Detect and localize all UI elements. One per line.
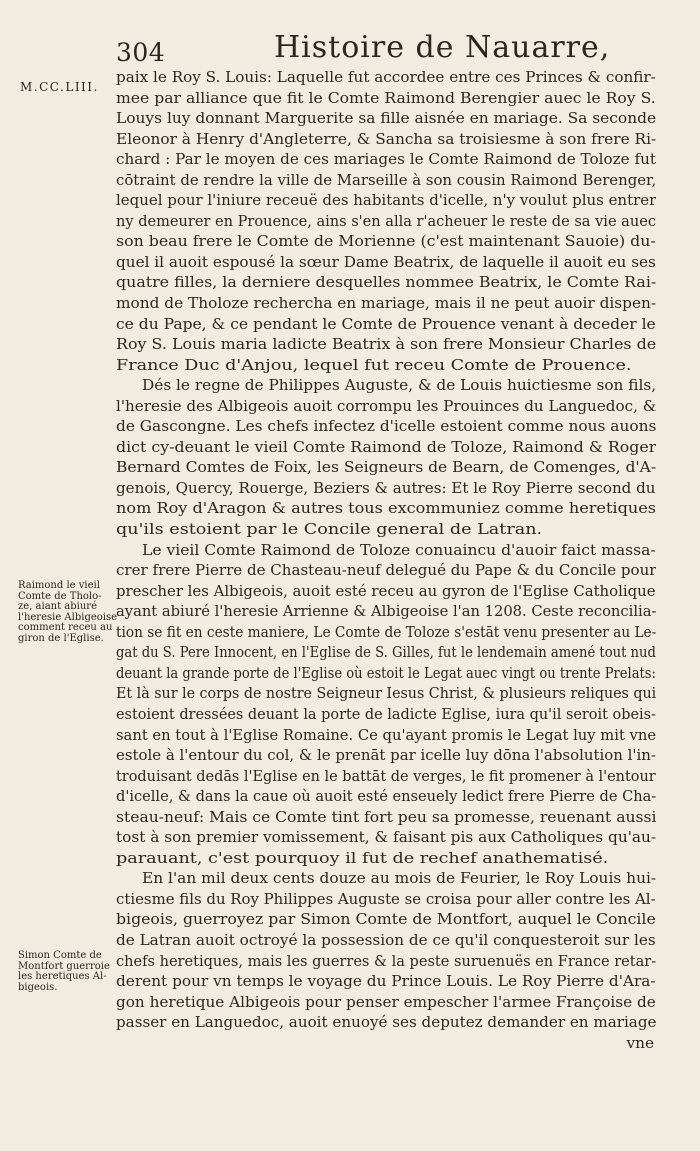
text-line: Dés le regne de Philippes Auguste, & de Louis huictiesme son fils,: [142, 376, 656, 395]
running-title: Histoire de Nauarre,: [274, 30, 611, 65]
text-line: troduisant dedās l'Eglise en le battāt de verges, le fit promener à l'entour: [116, 766, 656, 785]
text-line: En l'an mil deux cents douze au mois de Feurier, le Roy Louis hui-: [142, 869, 656, 888]
text-line: estoient dressées deuant la porte de ladicte Eglise, iura qu'il seroit obeis-: [116, 704, 656, 723]
text-line: Roy S. Louis maria ladicte Beatrix à son frere Monsieur Charles de: [116, 335, 656, 354]
text-line: son beau frere le Comte de Morienne (c'est maintenant Sauoie) du-: [116, 232, 656, 251]
catchword: vne: [626, 1033, 654, 1052]
text-line: genois, Quercy, Rouerge, Beziers & autres: Et le Roy Pierre second du: [116, 478, 656, 497]
text-line: l'heresie des Albigeois auoit corrompu les Prouinces du Languedoc, &: [116, 396, 656, 415]
text-line: Bernard Comtes de Foix, les Seigneurs de Bearn, de Comenges, d'A-: [116, 458, 656, 477]
text-line: lequel pour l'iniure receuë des habitants d'icelle, n'y voulut plus entrer: [116, 191, 656, 210]
text-line: ce du Pape, & ce pendant le Comte de Prouence venant à deceder le: [116, 314, 656, 333]
text-line: crer frere Pierre de Chasteau-neuf delegué du Pape & du Concile pour: [116, 561, 656, 580]
text-line: gat du S. Pere Innocent, en l'Eglise de S. Gilles, fut le lendemain amené tout nud: [116, 643, 656, 662]
text-line: tost à son premier vomissement, & faisant pis aux Catholiques qu'au-: [116, 828, 656, 847]
text-line: tion se fit en ceste maniere, Le Comte de Toloze s'estāt venu presenter au Le-: [116, 622, 656, 641]
margin-note-simon: [18, 951, 118, 993]
text-line: de Gascongne. Les chefs infectez d'icelle estoient comme nous auons: [116, 417, 656, 436]
text-line: bigeois, guerroyez par Simon Comte de Montfort, auquel le Concile: [116, 910, 656, 929]
text-line: estole à l'entour du col, & le prenāt par icelle luy dōna l'absolution l'in-: [116, 746, 656, 765]
margin-note-line: giron de l'Eglise.: [18, 632, 104, 644]
text-line: derent pour vn temps le voyage du Prince Louis. Le Roy Pierre d'Ara-: [116, 972, 656, 991]
text-line: mond de Tholoze rechercha en mariage, mais il ne peut auoir dispen-: [116, 294, 656, 313]
text-line: France Duc d'Anjou, lequel fut receu Comte de Prouence.: [116, 355, 632, 374]
body-text: [116, 67, 656, 1053]
text-line: quel il auoit espousé la sœur Dame Beatrix, de laquelle il auoit eu ses: [116, 252, 656, 271]
text-line: deuant la grande porte de l'Eglise où estoit le Legat auec vingt ou trente Prelats:: [116, 663, 656, 682]
text-line: d'icelle, & dans la caue où auoit esté enseuely ledict frere Pierre de Cha-: [116, 787, 656, 806]
margin-note-line: ze, aiant abiuré: [18, 601, 98, 612]
margin-note-raimond: [18, 581, 118, 644]
text-line: sant en tout à l'Eglise Romaine. Ce qu'ayant promis le Legat luy mit vne: [116, 725, 656, 744]
text-line: cōtraint de rendre la ville de Marseille à son cousin Raimond Berenger,: [116, 170, 656, 189]
page-number: 304: [116, 38, 166, 67]
text-line: Louys luy donnant Marguerite sa fille aisnée en mariage. Sa seconde: [116, 109, 656, 128]
text-line: ny demeurer en Prouence, ains s'en alla r'acheuer le reste de sa vie auec: [116, 211, 656, 230]
text-line: ayant abiuré l'heresie Arrienne & Albigeoise l'an 1208. Ceste reconcilia-: [116, 602, 656, 621]
margin-note-line: Comte de Tholo-: [18, 590, 102, 602]
text-line: de Latran auoit octroyé la possession de ce qu'il conquesteroit sur les: [116, 930, 656, 949]
text-line: chefs heretiques, mais les guerres & la peste suruenuës en France retar-: [116, 951, 656, 970]
text-line: nom Roy d'Aragon & autres tous excommuniez comme heretiques: [116, 499, 656, 518]
text-line: Eleonor à Henry d'Angleterre, & Sancha sa troisiesme à son frere Ri-: [116, 129, 656, 148]
text-line: mee par alliance que fit le Comte Raimond Berengier auec le Roy S.: [116, 88, 656, 107]
text-line: qu'ils estoient par le Concile general de Latran.: [116, 520, 543, 539]
text-line: ctiesme fils du Roy Philippes Auguste se croisa pour aller contre les Al-: [116, 889, 656, 908]
text-line: gon heretique Albigeois pour penser empescher l'armee Françoise de: [116, 992, 656, 1011]
text-line: parauant, c'est pourquoy il fut de rechef anathematisé.: [116, 848, 609, 867]
text-line: dict cy-deuant le vieil Comte Raimond de Toloze, Raimond & Roger: [116, 437, 656, 456]
text-line: prescher les Albigeois, auoit esté receu au gyron de l'Eglise Catholique: [116, 581, 656, 600]
text-line: Le vieil Comte Raimond de Toloze conuaincu d'auoir faict massa-: [142, 540, 656, 559]
text-line: paix le Roy S. Louis: Laquelle fut accordee entre ces Princes & confir-: [116, 68, 656, 86]
margin-note-line: les heretiques Al-: [18, 971, 107, 982]
margin-note-line: Raimond le vieil: [18, 580, 100, 591]
margin-note-line: bigeois.: [18, 981, 58, 993]
text-line: steau-neuf: Mais ce Comte tint fort peu sa promesse, reuenant aussi: [116, 807, 656, 826]
text-line: quatre filles, la derniere desquelles nommee Beatrix, le Comte Rai-: [116, 273, 656, 292]
text-line: chard : Par le moyen de ces mariages le Comte Raimond de Toloze fut: [116, 150, 656, 169]
margin-note-line: Simon Comte de: [18, 950, 102, 961]
year-marginal: M.CC.LIII.: [20, 80, 99, 94]
text-line: passer en Languedoc, auoit enuoyé ses deputez demander en mariage: [116, 1013, 656, 1032]
margin-note-line: l'heresie Albigeoise: [18, 611, 118, 623]
margin-note-line: Montfort guerroie: [18, 960, 110, 972]
text-line: Et là sur le corps de nostre Seigneur Iesus Christ, & plusieurs reliques qui: [116, 684, 656, 703]
margin-note-line: comment receu au: [18, 622, 113, 633]
